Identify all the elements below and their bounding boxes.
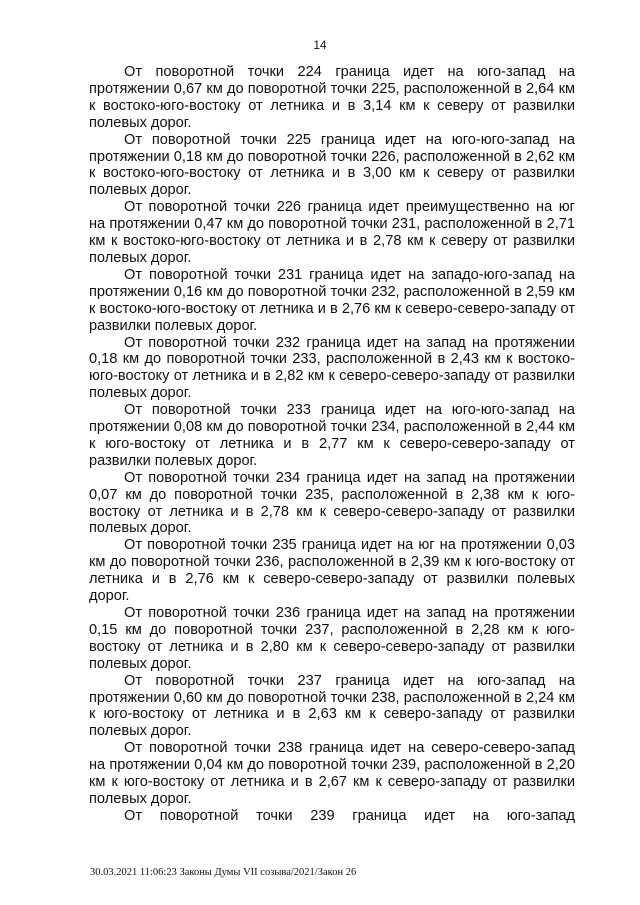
paragraph: От поворотной точки 233 граница идет на юго-юго-запад на протяжении 0,08 км до поворотной точки 234, расположенной в 2,44 км к юго-востоку от летника и в 2,77 км к северо-северо-западу от развилки полевых дорог. bbox=[89, 402, 575, 469]
paragraph: От поворотной точки 225 граница идет на юго-юго-запад на протяжении 0,18 км до поворотной точки 226, расположенной в 2,62 км к востоко-юго-востоку от летника и в 3,00 км к северу от развилки полевых дорог. bbox=[89, 131, 575, 199]
document-footer: 30.03.2021 11:06:23 Законы Думы VII созыва/2021/Закон 26 bbox=[90, 867, 357, 878]
paragraph: От поворотной точки 232 граница идет на запад на протяжении 0,18 км до поворотной точки 233, расположенной в 2,43 км к востоко-юго-востоку от летника и в 2,82 км к северо-северо-западу от развилки полевых дорог. bbox=[89, 334, 575, 402]
page-number: 14 bbox=[313, 38, 327, 52]
paragraph: От поворотной точки 226 граница идет преимущественно на юг на протяжении 0,47 км до поворотной точки 231, расположенной в 2,71 км к востоко-юго-востоку от летника и в 2,78 км к северу от развилки полевых дорог. bbox=[89, 199, 575, 266]
paragraph: От поворотной точки 238 граница идет на северо-северо-запад на протяжении 0,04 км до поворотной точки 239, расположенной в 2,20 км к юго-востоку от летника и в 2,67 км к северо-западу от развилки полевых дорог. bbox=[89, 740, 575, 807]
paragraph-continued: От поворотной точки 239 граница идет на юго-запад bbox=[124, 807, 575, 824]
document-body bbox=[89, 64, 575, 825]
paragraph: От поворотной точки 237 граница идет на юго-запад на протяжении 0,60 км до поворотной точки 238, расположенной в 2,24 км к юго-востоку от летника и в 2,63 км к северо-западу от развилки полевых дорог. bbox=[89, 672, 575, 740]
paragraph: От поворотной точки 236 граница идет на запад на протяжении 0,15 км до поворотной точки 237, расположенной в 2,28 км к юго-востоку от летника и в 2,80 км к северо-северо-западу от развилки полевых дорог. bbox=[89, 605, 575, 672]
paragraph: От поворотной точки 235 граница идет на юг на протяжении 0,03 км до поворотной точки 236, расположенной в 2,39 км к юго-востоку от летника и в 2,76 км к северо-северо-западу от развилки полевых дорог. bbox=[89, 537, 575, 605]
paragraph: От поворотной точки 234 граница идет на запад на протяжении 0,07 км до поворотной точки 235, расположенной в 2,38 км к юго-востоку от летника и в 2,78 км к северо-северо-западу от развилки полевых дорог. bbox=[89, 469, 575, 537]
paragraph: От поворотной точки 224 граница идет на юго-запад на протяжении 0,67 км до поворотной точки 225, расположенной в 2,64 км к востоко-юго-востоку от летника и в 3,14 км к северу от развилки полевых дорог. bbox=[89, 64, 575, 131]
paragraph: От поворотной точки 231 граница идет на западо-юго-запад на протяжении 0,16 км до поворотной точки 232, расположенной в 2,59 км к востоко-юго-востоку от летника и в 2,76 км к северо-северо-западу от развилки полевых дорог. bbox=[89, 266, 575, 334]
